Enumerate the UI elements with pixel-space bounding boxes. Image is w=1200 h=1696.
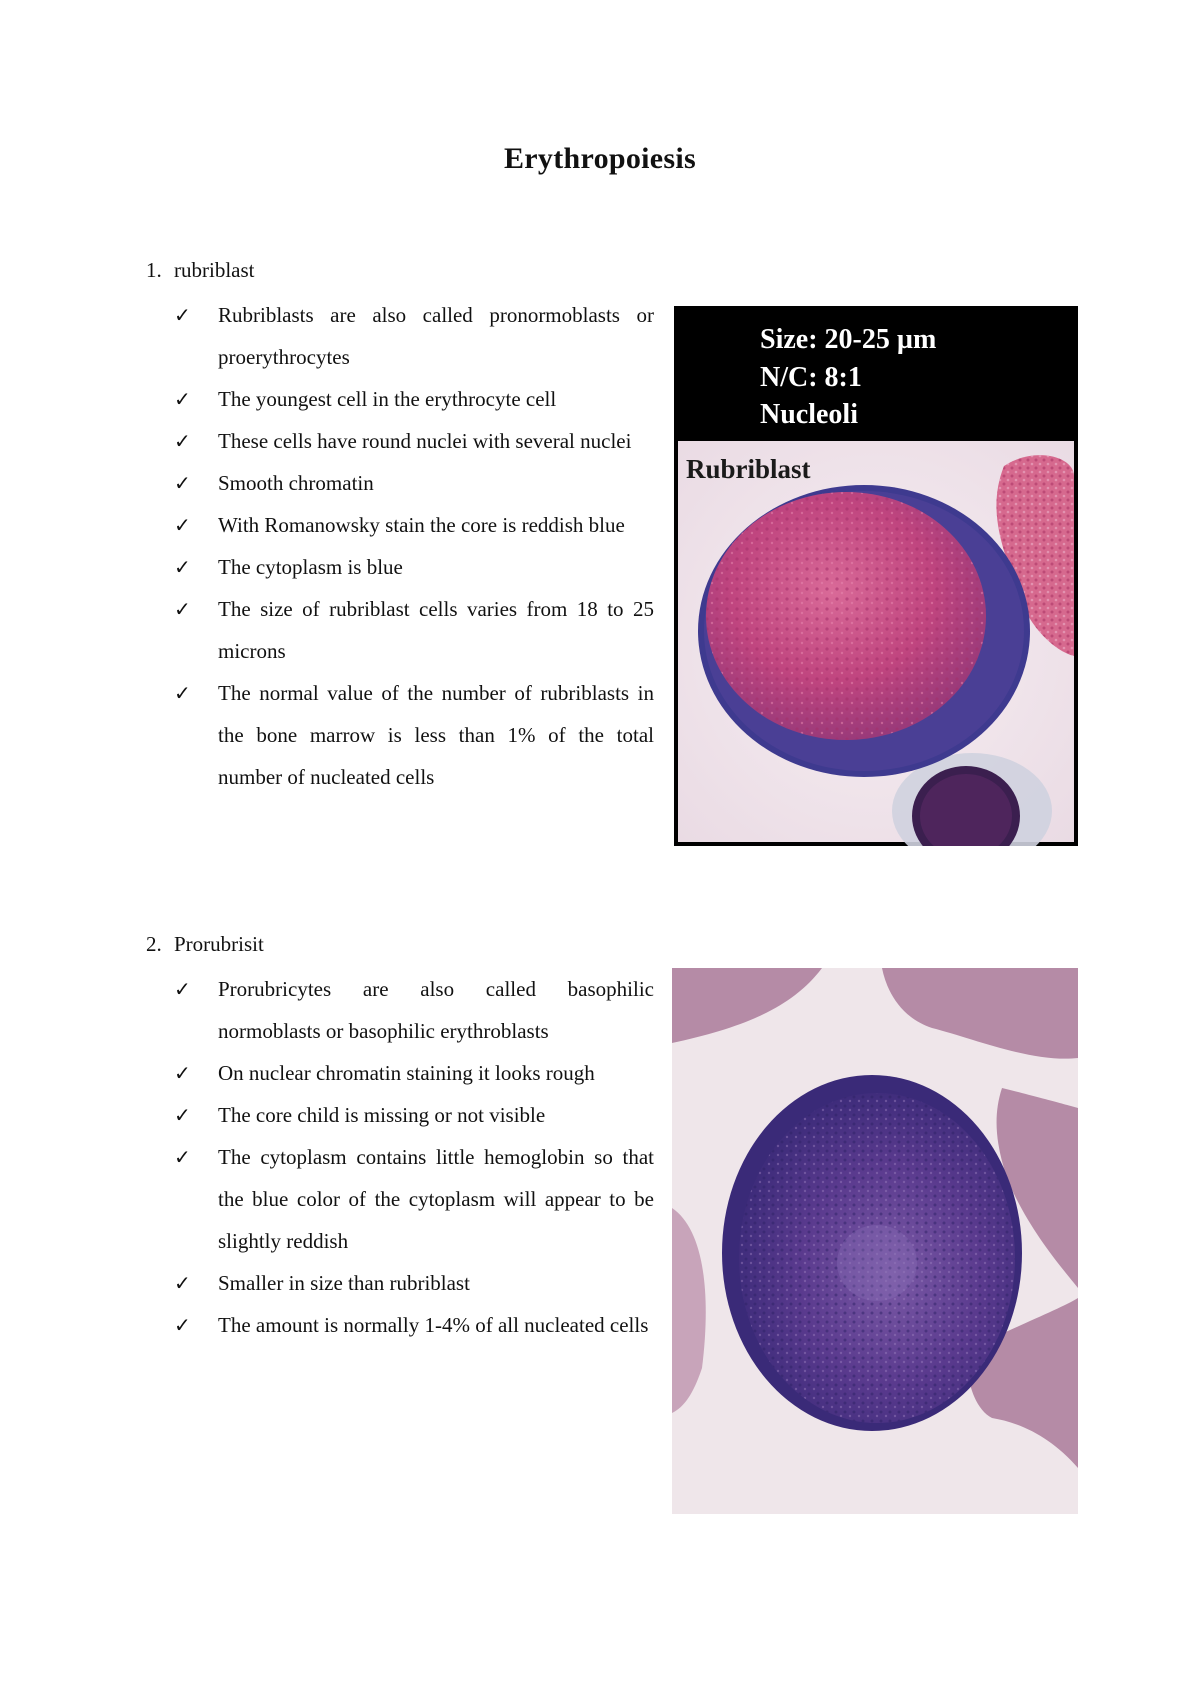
- check-icon: ✓: [174, 1271, 191, 1295]
- list-item: ✓ The normal value of the number of rubriblasts in the bone marrow is less than 1% of the total number of nucleated cells: [174, 672, 654, 798]
- check-icon: ✓: [174, 387, 191, 411]
- check-icon: ✓: [174, 555, 191, 579]
- list-item: ✓ The youngest cell in the erythrocyte cell: [174, 378, 654, 420]
- check-icon: ✓: [174, 513, 191, 537]
- prorubricyte-bullet-list: [174, 968, 654, 1346]
- check-icon: ✓: [174, 471, 191, 495]
- check-icon: ✓: [174, 1145, 191, 1169]
- list-item: ✓ On nuclear chromatin staining it looks rough: [174, 1052, 654, 1094]
- check-icon: ✓: [174, 1061, 191, 1085]
- figure-caption-line: Nucleoli: [760, 399, 858, 430]
- list-item: ✓ Smaller in size than rubriblast: [174, 1262, 654, 1304]
- section-heading-rubriblast: [146, 256, 254, 284]
- check-icon: ✓: [174, 429, 191, 453]
- check-icon: ✓: [174, 303, 191, 327]
- section-heading-prorubricyte: [146, 930, 264, 958]
- page-title: Erythropoiesis: [504, 142, 696, 175]
- check-icon: ✓: [174, 1313, 191, 1337]
- list-item: ✓ Smooth chromatin: [174, 462, 654, 504]
- section-title: rubriblast: [174, 258, 255, 282]
- rubriblast-bullet-list: [174, 294, 654, 798]
- rubriblast-micrograph: [674, 306, 1078, 846]
- list-item: ✓ The core child is missing or not visible: [174, 1094, 654, 1136]
- prorubricyte-micrograph: [672, 968, 1078, 1514]
- check-icon: ✓: [174, 597, 191, 621]
- section-title: Prorubrisit: [174, 932, 264, 956]
- section-number: 1.: [146, 258, 162, 282]
- list-item: ✓ Rubriblasts are also called pronormoblasts or proerythrocytes: [174, 294, 654, 378]
- list-item: ✓ The amount is normally 1-4% of all nucleated cells: [174, 1304, 654, 1346]
- check-icon: ✓: [174, 977, 191, 1001]
- list-item: ✓ The cytoplasm is blue: [174, 546, 654, 588]
- figure-caption-line: N/C: 8:1: [760, 362, 862, 393]
- check-icon: ✓: [174, 1103, 191, 1127]
- list-item: ✓ These cells have round nuclei with several nuclei: [174, 420, 654, 462]
- check-icon: ✓: [174, 681, 191, 705]
- figure-caption-line: Size: 20-25 µm: [760, 324, 937, 355]
- figure-label: Rubriblast: [686, 454, 811, 484]
- list-item: ✓ With Romanowsky stain the core is reddish blue: [174, 504, 654, 546]
- list-item: ✓ Prorubricytes are also called basophilic normoblasts or basophilic erythroblasts: [174, 968, 654, 1052]
- list-item: ✓ The size of rubriblast cells varies from 18 to 25 microns: [174, 588, 654, 672]
- section-number: 2.: [146, 932, 162, 956]
- list-item: ✓ The cytoplasm contains little hemoglobin so that the blue color of the cytoplasm will appear to be slightly reddish: [174, 1136, 654, 1262]
